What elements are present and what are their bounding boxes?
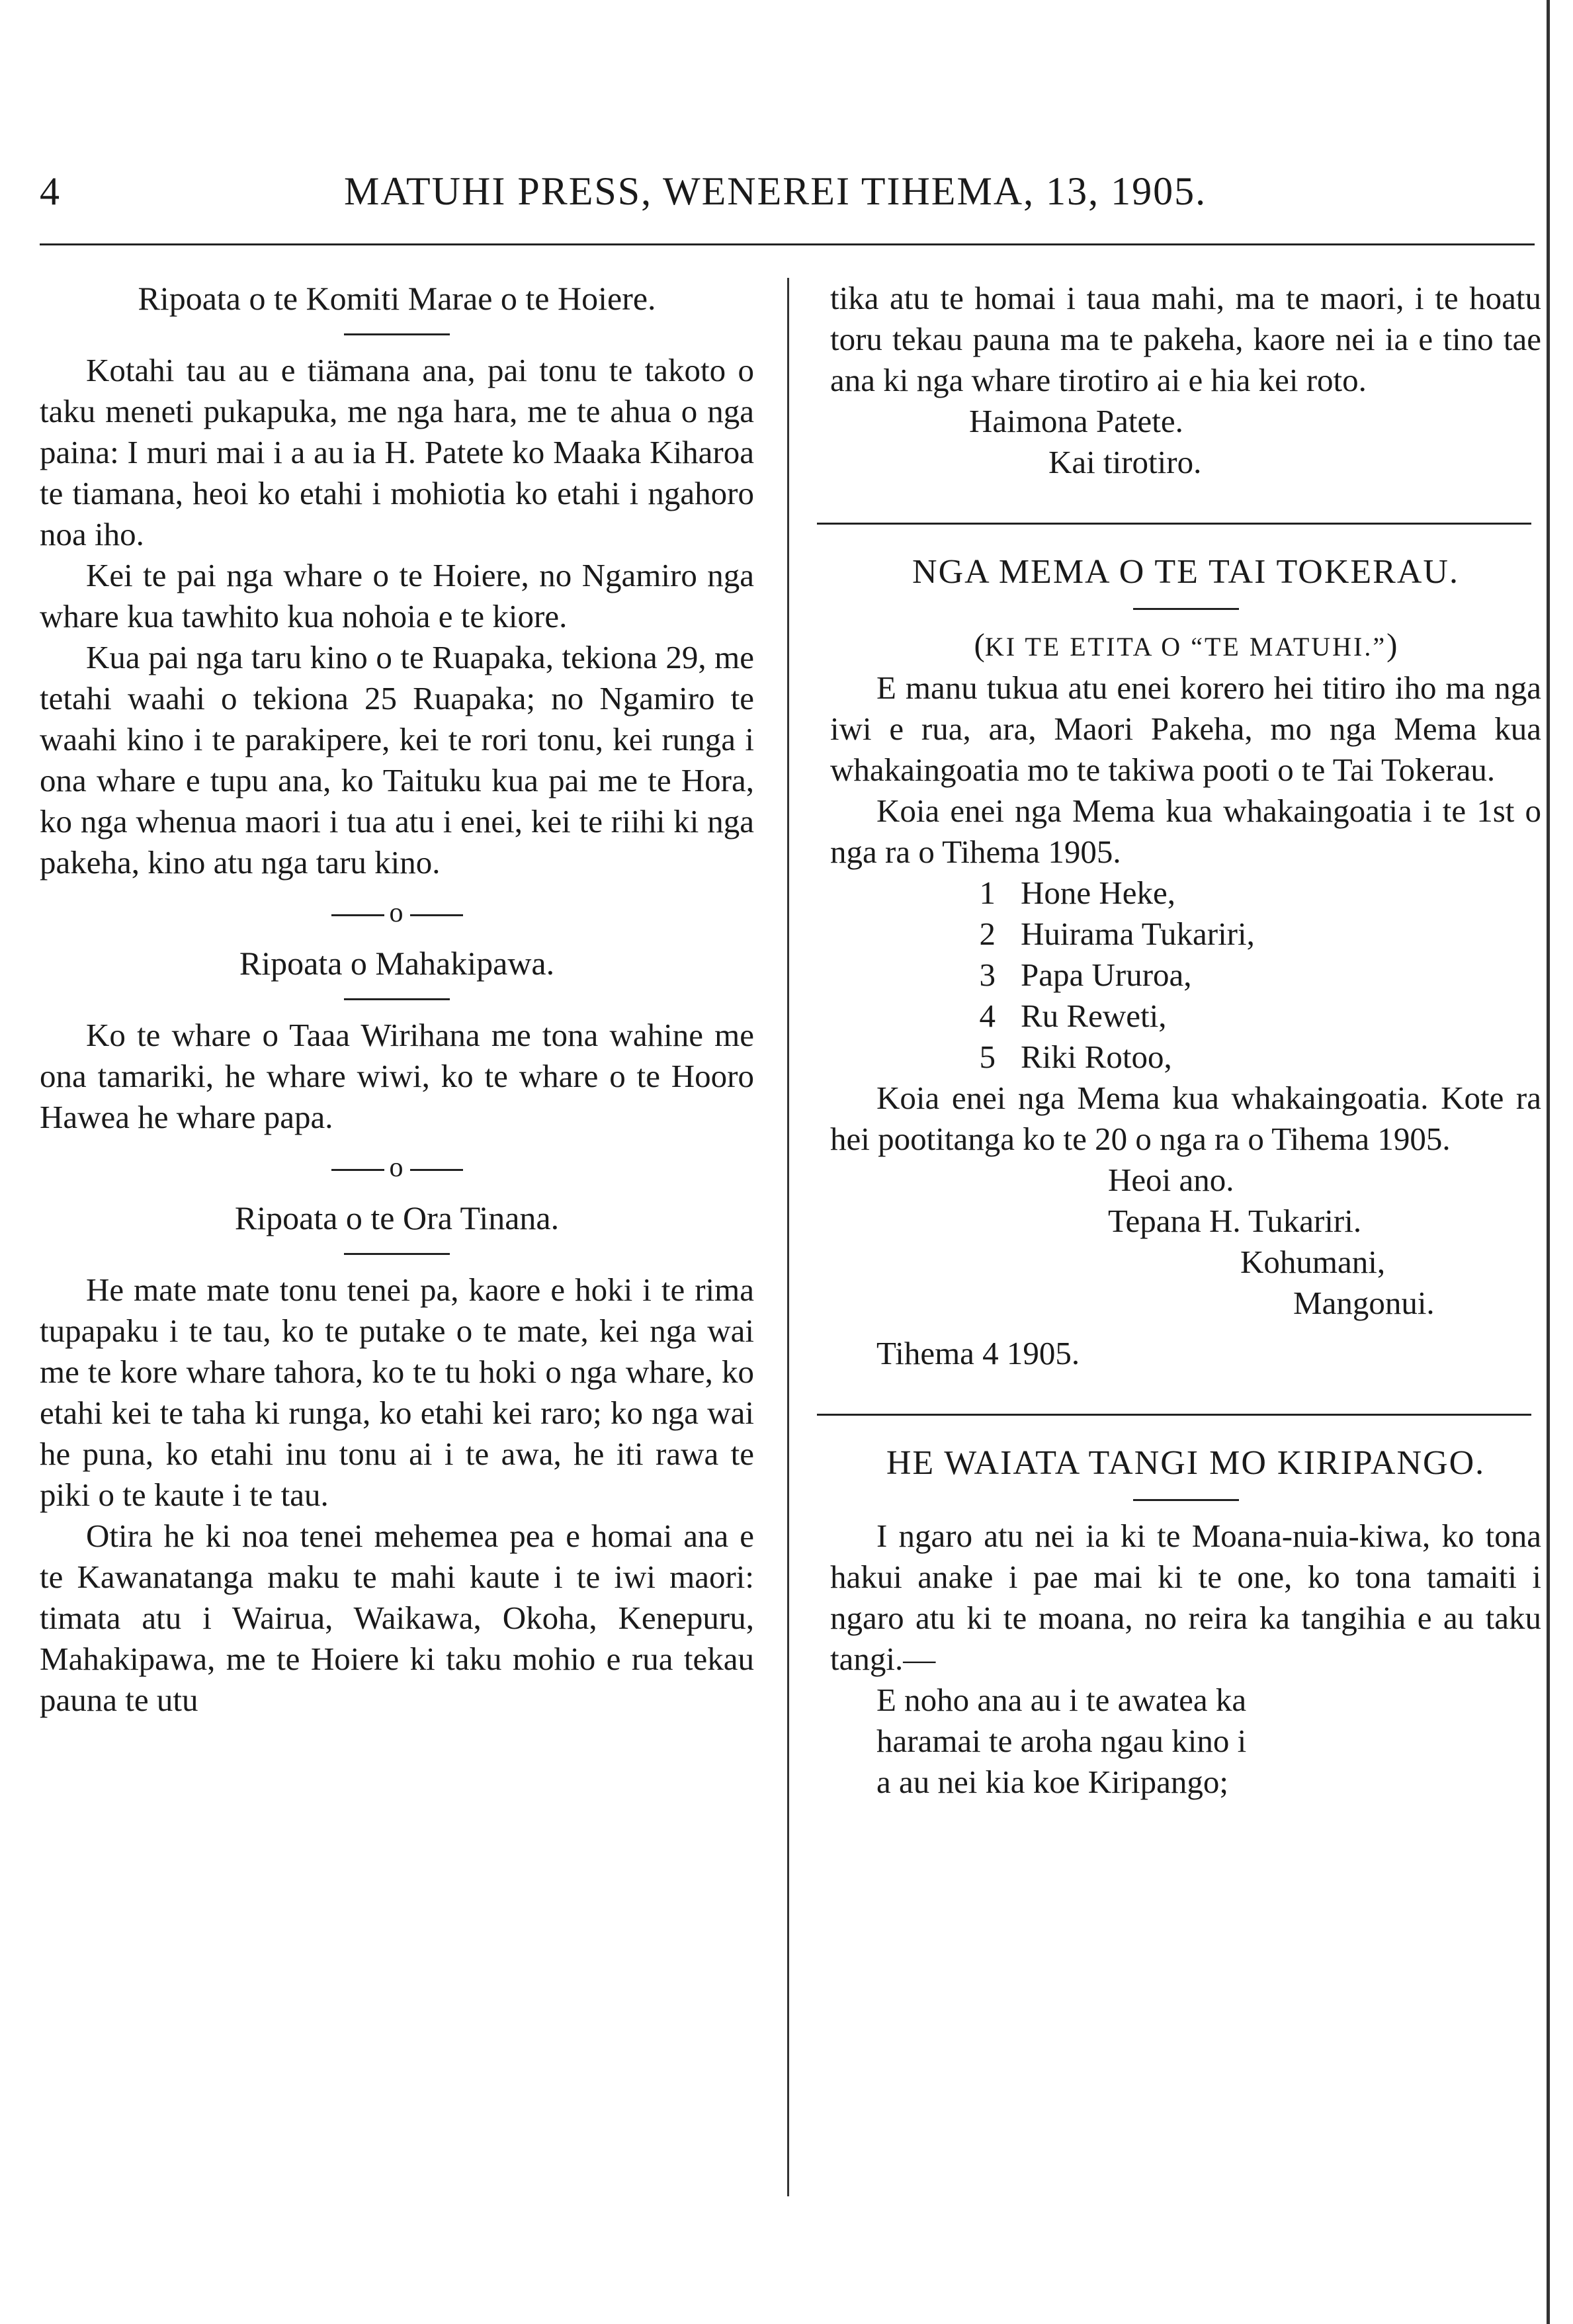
article-title-mema: NGA MEMA O TE TAI TOKERAU. xyxy=(912,553,1459,591)
right-column xyxy=(830,278,1541,1803)
verse-line: haramai te aroha ngau kino i xyxy=(876,1723,1247,1759)
member-name: Riki Rotoo, xyxy=(1021,1039,1172,1075)
list-item xyxy=(830,1037,1541,1078)
header-rule xyxy=(40,243,1535,245)
page-header xyxy=(40,169,1535,222)
short-rule xyxy=(1133,1499,1239,1501)
paragraph-continued: tika atu te homai i taua mahi, ma te maori, i te hoatu toru tekau pauna ma te pakeha, kaore nei ia e tino tae ana ki nga whare tirotiro ai e hia kei roto. xyxy=(830,280,1541,398)
signature-place: Kohumani, xyxy=(1240,1244,1386,1280)
member-number: 5 xyxy=(979,1039,996,1075)
paragraph: Otira he ki noa tenei mehemea pea e homai ana e te Kawanatanga maku te mahi kaute i te iwi maori: timata atu i Wairua, Waikawa, Okoha, Kenepuru, Mahakipawa, me te Hoiere ki taku mohio e rua tekau pauna te utu xyxy=(40,1518,754,1718)
member-number: 4 xyxy=(979,998,996,1034)
signature-name: Tepana H. Tukariri. xyxy=(1108,1203,1362,1239)
member-list xyxy=(830,873,1541,1078)
page-edge-line xyxy=(1547,0,1550,2324)
paragraph: I ngaro atu nei ia ki te Moana-nuia-kiwa, ko tona hakui anake i pae mai ki te one, ko tona tamaiti i ngaro atu ki te moana, no reira ka tangihia e au taku tangi.— xyxy=(830,1518,1541,1677)
signature-name: Haimona Patete. xyxy=(969,403,1183,439)
section-separator: o xyxy=(40,1147,754,1188)
member-number: 1 xyxy=(979,875,996,911)
page-number: 4 xyxy=(40,169,61,213)
member-name: Papa Ururoa, xyxy=(1021,957,1192,993)
verse-line: a au nei kia koe Kiripango; xyxy=(876,1764,1229,1800)
paragraph: Koia enei nga Mema kua whakaingoatia i te 1st o nga ra o Tihema 1905. xyxy=(830,793,1541,870)
list-item xyxy=(830,955,1541,996)
verse-line: E noho ana au i te awatea ka xyxy=(876,1682,1247,1718)
short-rule xyxy=(1133,608,1239,610)
article-title-waiata: HE WAIATA TANGI MO KIRIPANGO. xyxy=(886,1444,1486,1482)
paren-close: ) xyxy=(1386,626,1398,663)
signature-role: Kai tirotiro. xyxy=(1048,444,1202,480)
paren-open: ( xyxy=(974,626,985,663)
paragraph: Kua pai nga taru kino o te Ruapaka, tekiona 29, me tetahi waahi o tekiona 25 Ruapaka; no Ngamiro te waahi kino i te parakipere, kei te rori tonu, kei runga i ona whare e tupu ana, ko Taituku kua pai me te Hora, ko nga whenua maori i tua atu i enei, kei te riihi ki nga pakeha, kino atu nga taru kino. xyxy=(40,639,754,881)
paragraph: Kotahi tau au e tiämana ana, pai tonu te takoto o taku meneti pukapuka, me nga hara, me te ahua o nga paina: I muri mai i a au ia H. Patete ko Maaka Kiharoa te tiamana, heoi ko etahi i mohiotia ko etahi i ngahoro noa iho. xyxy=(40,352,754,552)
member-name: Huirama Tukariri, xyxy=(1021,916,1255,952)
paragraph: Kei te pai nga whare o te Hoiere, no Ngamiro nga whare kua tawhito kua nohoia e te kiore. xyxy=(40,557,754,634)
article-title-ora-tinana: Ripoata o te Ora Tinana. xyxy=(234,1199,560,1236)
section-rule xyxy=(817,1414,1531,1416)
list-item xyxy=(830,914,1541,955)
addressee-line xyxy=(830,624,1541,667)
short-rule xyxy=(344,333,450,335)
member-name: Ru Reweti, xyxy=(1021,998,1167,1034)
article-title-marae: Ripoata o te Komiti Marae o te Hoiere. xyxy=(138,280,656,317)
section-separator: o xyxy=(40,892,754,933)
letter-date: Tihema 4 1905. xyxy=(876,1335,1080,1371)
signature-place: Mangonui. xyxy=(1293,1285,1435,1321)
member-number: 2 xyxy=(979,916,996,952)
list-item xyxy=(830,873,1541,914)
column-divider xyxy=(787,278,789,2196)
left-column xyxy=(40,278,754,1721)
list-item xyxy=(830,996,1541,1037)
paragraph: Ko te whare o Taaa Wirihana me tona wahine me ona tamariki, he whare wiwi, ko te whare o te Hooro Hawea he whare papa. xyxy=(40,1017,754,1135)
member-name: Hone Heke, xyxy=(1021,875,1176,911)
article-title-mahakipawa: Ripoata o Mahakipawa. xyxy=(239,945,555,982)
addressee: KI TE ETITA O “TE MATUHI.” xyxy=(984,632,1387,662)
paragraph: He mate mate tonu tenei pa, kaore e hoki i te rima tupapaku i te tau, ko te putake o te mate, kei nga wai me te kore whare tahora, ko te tu hoki o nga whare, ko etahi kei te taha ki runga, ko etahi kei raro; ko nga wai he puna, ko etahi inu tonu ai i te awa, he iti rawa te piki o te kaute i te tau. xyxy=(40,1271,754,1513)
short-rule xyxy=(344,998,450,1000)
paragraph: E manu tukua atu enei korero hei titiro iho ma nga iwi e rua, ara, Maori Pakeha, mo nga Mema kua whakaingoatia mo te takiwa pooti o te Tai Tokerau. xyxy=(830,669,1541,788)
section-rule xyxy=(817,523,1531,525)
member-number: 3 xyxy=(979,957,996,993)
masthead-title: MATUHI PRESS, WENEREI TIHEMA, 13, 1905. xyxy=(344,169,1207,213)
paragraph: Koia enei nga Mema kua whakaingoatia. Kote ra hei pootitanga ko te 20 o nga ra o Tihema 1905. xyxy=(830,1080,1541,1157)
closing: Heoi ano. xyxy=(1108,1162,1234,1198)
short-rule xyxy=(344,1253,450,1255)
